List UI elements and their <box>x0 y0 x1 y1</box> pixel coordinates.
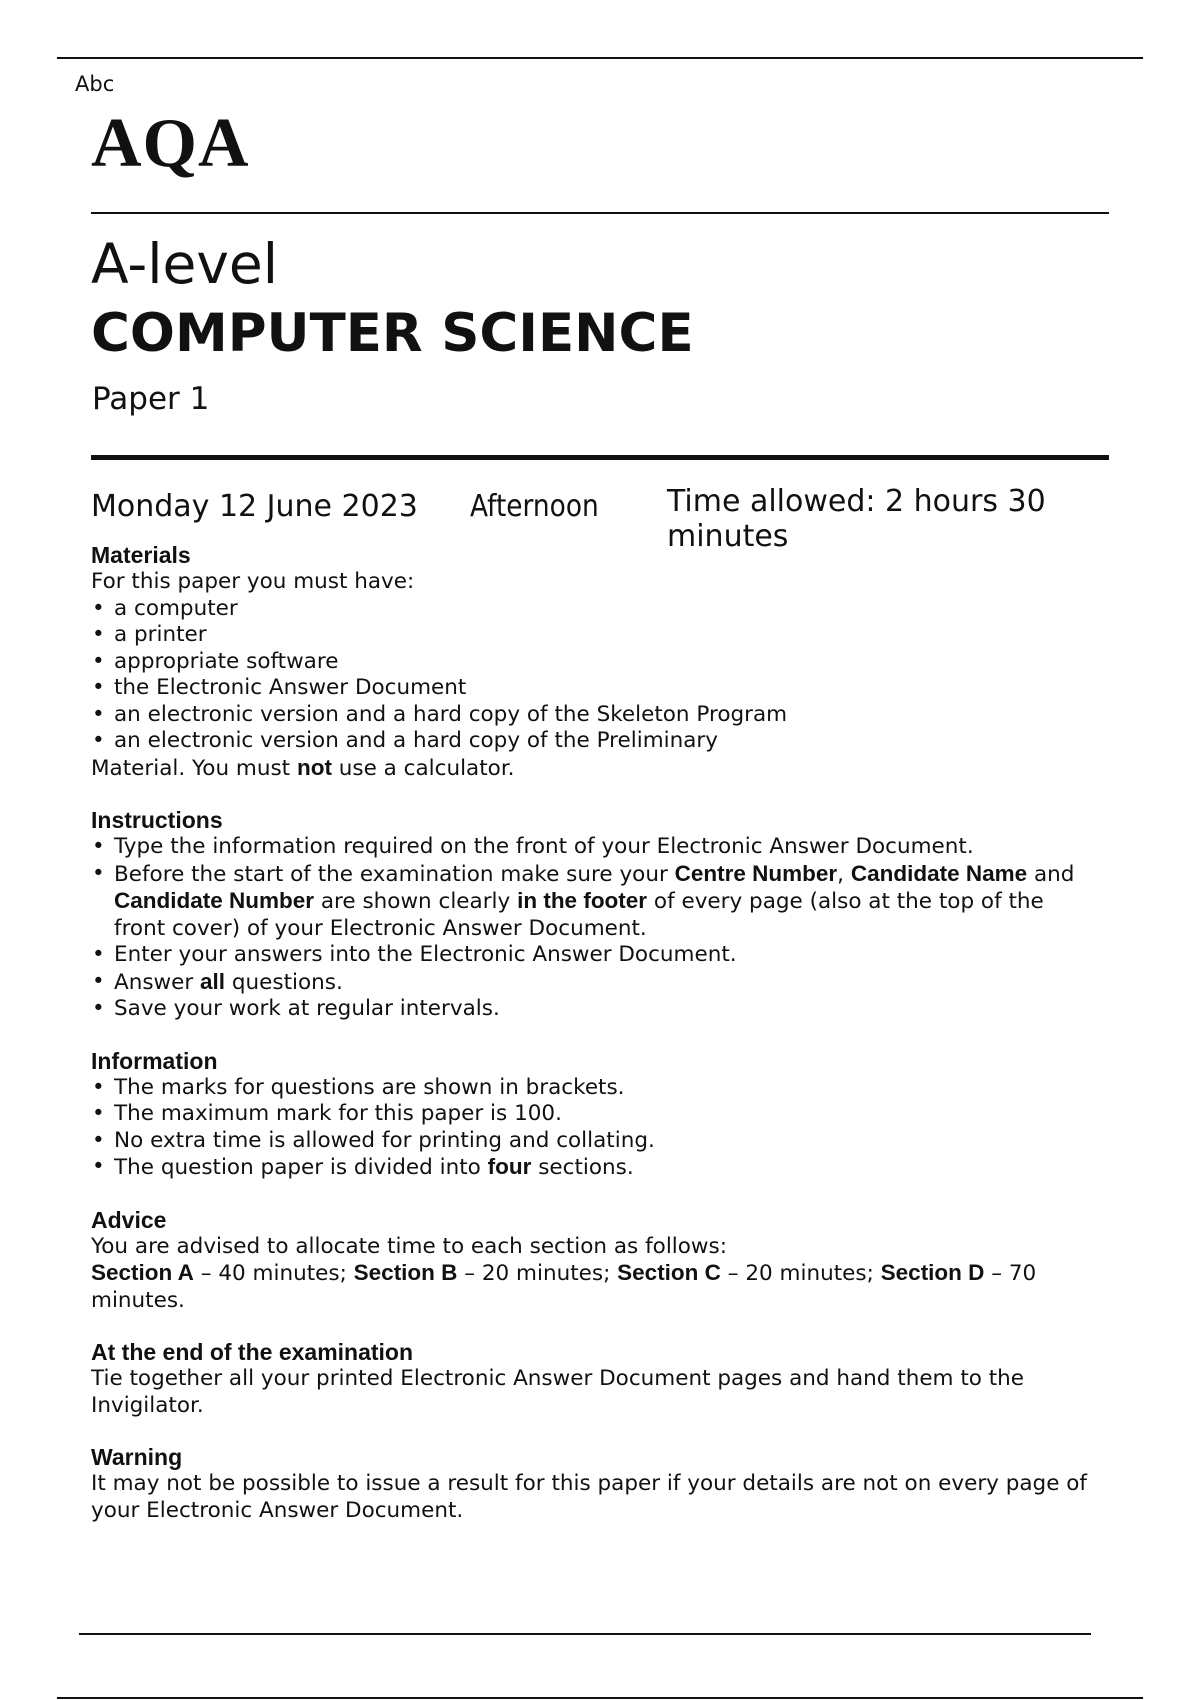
list-item: • a printer <box>91 622 1091 649</box>
list-item: • the Electronic Answer Document <box>91 675 1091 702</box>
list-item: • a computer <box>91 596 1091 623</box>
list-item: • an electronic version and a hard copy of the Preliminary <box>91 728 1091 755</box>
advice-intro: You are advised to allocate time to each section as follows: <box>91 1233 727 1259</box>
materials-heading: Materials <box>91 542 191 568</box>
warning-section <box>91 1444 1091 1524</box>
bottom-rule <box>57 1697 1143 1699</box>
exam-session: Afternoon <box>470 489 599 524</box>
list-item: • The maximum mark for this paper is 100. <box>91 1101 1091 1128</box>
header-divider <box>91 212 1109 214</box>
calculator-note: Material. You must not use a calculator. <box>91 754 515 781</box>
list-item: • Enter your answers into the Electronic Answer Document. <box>91 942 1091 969</box>
corner-mark: Abc <box>75 72 115 96</box>
list-item: • an electronic version and a hard copy of the Skeleton Program <box>91 702 1091 729</box>
warning-text: It may not be possible to issue a result for this paper if your details are not on every page of your Electronic Answer Document. <box>91 1471 1087 1523</box>
list-item: • Type the information required on the front of your Electronic Answer Document. <box>91 834 1091 861</box>
list-item: • The marks for questions are shown in brackets. <box>91 1075 1091 1102</box>
materials-intro: For this paper you must have: <box>91 569 415 594</box>
list-item: • Before the start of the examination make sure your Centre Number, Candidate Name and Candidate Number are shown clearly in the footer of every page (also at the top of the front cover) of your Electronic Answer Document. <box>91 861 1091 943</box>
instructions-heading: Instructions <box>91 807 223 833</box>
end-of-exam-heading: At the end of the examination <box>91 1339 414 1365</box>
qualification-level: A-level <box>91 232 279 296</box>
list-item: • Answer all questions. <box>91 969 1091 997</box>
advice-section <box>91 1207 1091 1315</box>
footer-rule <box>79 1633 1091 1635</box>
list-item: • No extra time is allowed for printing and collating. <box>91 1128 1091 1155</box>
time-allowed: Time allowed: 2 hours 30 minutes <box>667 484 1046 554</box>
end-of-exam-text: Tie together all your printed Electronic Answer Document pages and hand them to the Invigilator. <box>91 1366 1025 1418</box>
end-of-exam-section <box>91 1339 1091 1419</box>
warning-heading: Warning <box>91 1444 183 1470</box>
list-item: • The question paper is divided into four sections. <box>91 1154 1091 1182</box>
aqa-logo: AQA <box>91 105 250 182</box>
advice-timings: Section A – 40 minutes; Section B – 20 minutes; Section C – 20 minutes; Section D – 70 minutes. <box>91 1260 1037 1313</box>
title-divider <box>91 455 1109 460</box>
list-item: • appropriate software <box>91 649 1091 676</box>
instructions-section <box>91 807 1091 1023</box>
front-cover-content <box>91 542 1091 1549</box>
subject-title: COMPUTER SCIENCE <box>91 303 694 364</box>
materials-list <box>91 596 1091 755</box>
materials-section <box>91 542 1091 782</box>
information-heading: Information <box>91 1047 218 1074</box>
advice-heading: Advice <box>91 1206 167 1233</box>
exam-date: Monday 12 June 2023 <box>91 489 418 524</box>
paper-number: Paper 1 <box>92 381 210 417</box>
information-list <box>91 1075 1091 1182</box>
top-rule <box>57 57 1143 59</box>
information-section <box>91 1048 1091 1182</box>
instructions-list <box>91 834 1091 1023</box>
list-item: • Save your work at regular intervals. <box>91 996 1091 1023</box>
